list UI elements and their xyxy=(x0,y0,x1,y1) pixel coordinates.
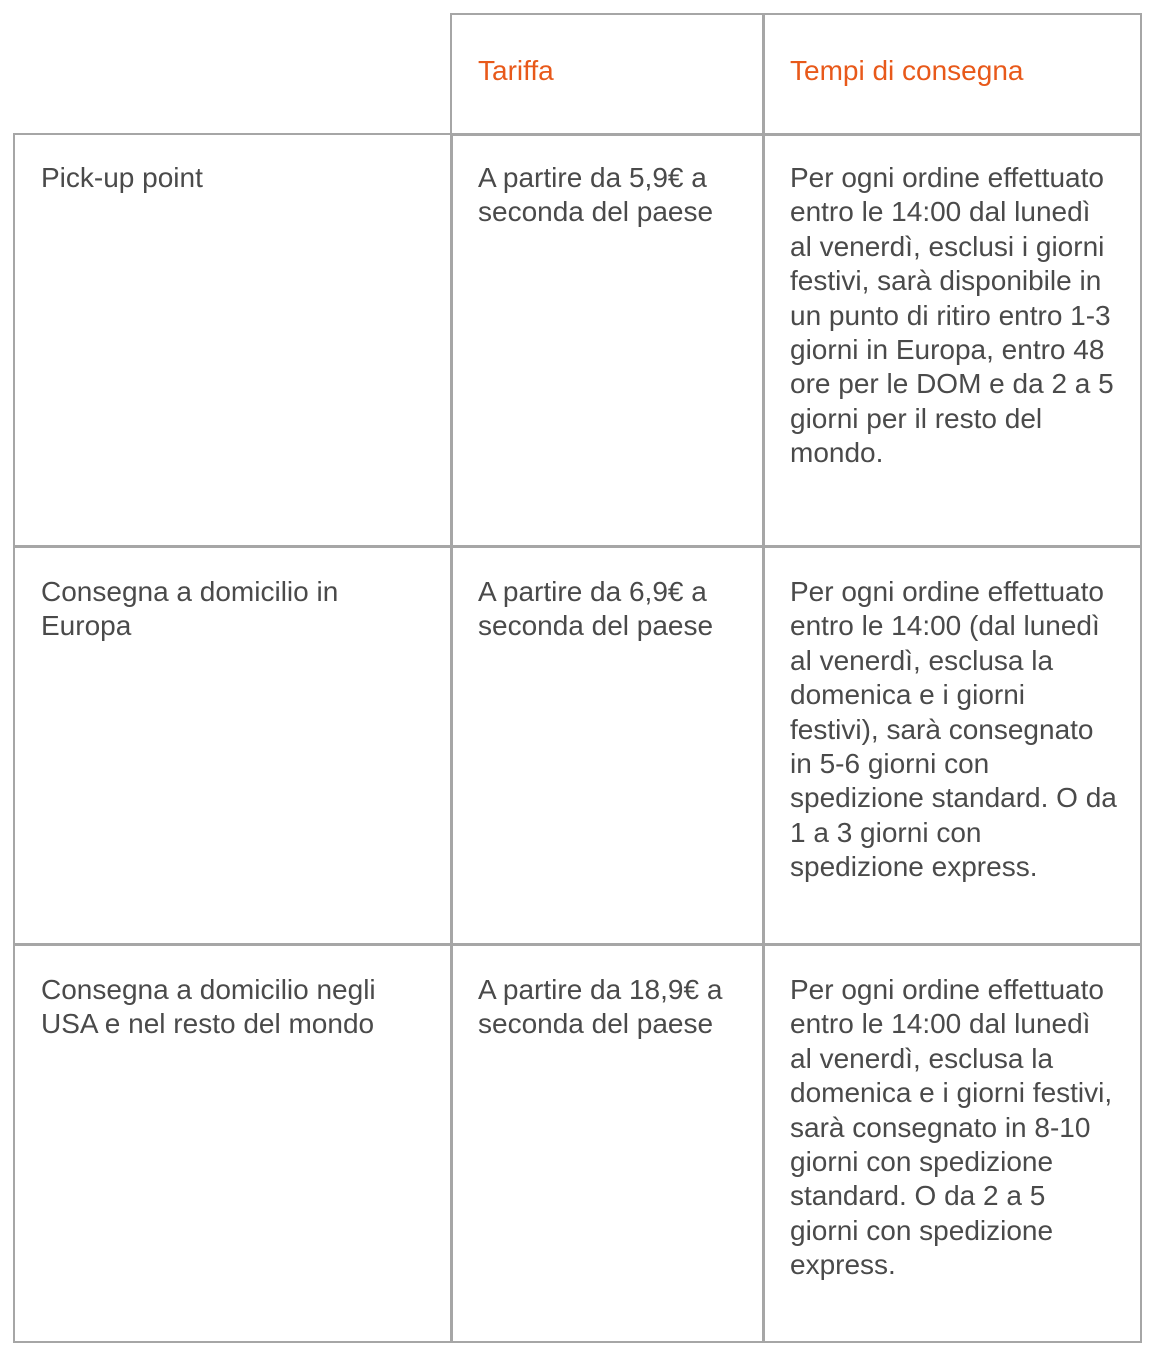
header-tariffa: Tariffa xyxy=(478,55,554,86)
service-name: Consegna a domicilio in Europa xyxy=(41,576,339,642)
table-row-1-service xyxy=(13,133,453,548)
table-row-2-service xyxy=(13,545,453,946)
table-row-2-rate xyxy=(450,545,765,946)
service-name: Pick-up point xyxy=(41,162,203,193)
header-cell-tariffa xyxy=(450,13,765,136)
rate-text: A partire da 18,9€ a seconda del paese xyxy=(478,974,723,1040)
rate-text: A partire da 6,9€ a seconda del paese xyxy=(478,576,714,642)
header-tempi-di-consegna: Tempi di consegna xyxy=(790,55,1024,86)
rate-text: A partire da 5,9€ a seconda del paese xyxy=(478,162,714,228)
table-row-1-delivery xyxy=(762,133,1142,548)
delivery-text: Per ogni ordine effettuato entro le 14:00 dal lunedì al venerdì, esclusi i giorni festivi, sarà disponibile in un punto di ritiro entro 1-3 giorni in Europa, entro 48 ore per le DOM e da 2 a 5 giorni per il resto del mondo. xyxy=(790,162,1114,469)
table-row-2-delivery xyxy=(762,545,1142,946)
delivery-text: Per ogni ordine effettuato entro le 14:00 dal lunedì al venerdì, esclusa la domenica e i giorni festivi, sarà consegnato in 8-10 giorni con spedizione standard. O da 2 a 5 giorni con spedizione express. xyxy=(790,974,1113,1281)
delivery-text: Per ogni ordine effettuato entro le 14:00 (dal lunedì al venerdì, esclusa la domenica e i giorni festivi), sarà consegnato in 5-6 giorni con spedizione standard. O da 1 a 3 giorni con spedizione express. xyxy=(790,576,1117,883)
service-name: Consegna a domicilio negli USA e nel resto del mondo xyxy=(41,974,376,1040)
table-row-1-rate xyxy=(450,133,765,548)
table-row-3-delivery xyxy=(762,943,1142,1343)
header-cell-tempi xyxy=(762,13,1142,136)
table-row-3-service xyxy=(13,943,453,1343)
table-row-3-rate xyxy=(450,943,765,1343)
